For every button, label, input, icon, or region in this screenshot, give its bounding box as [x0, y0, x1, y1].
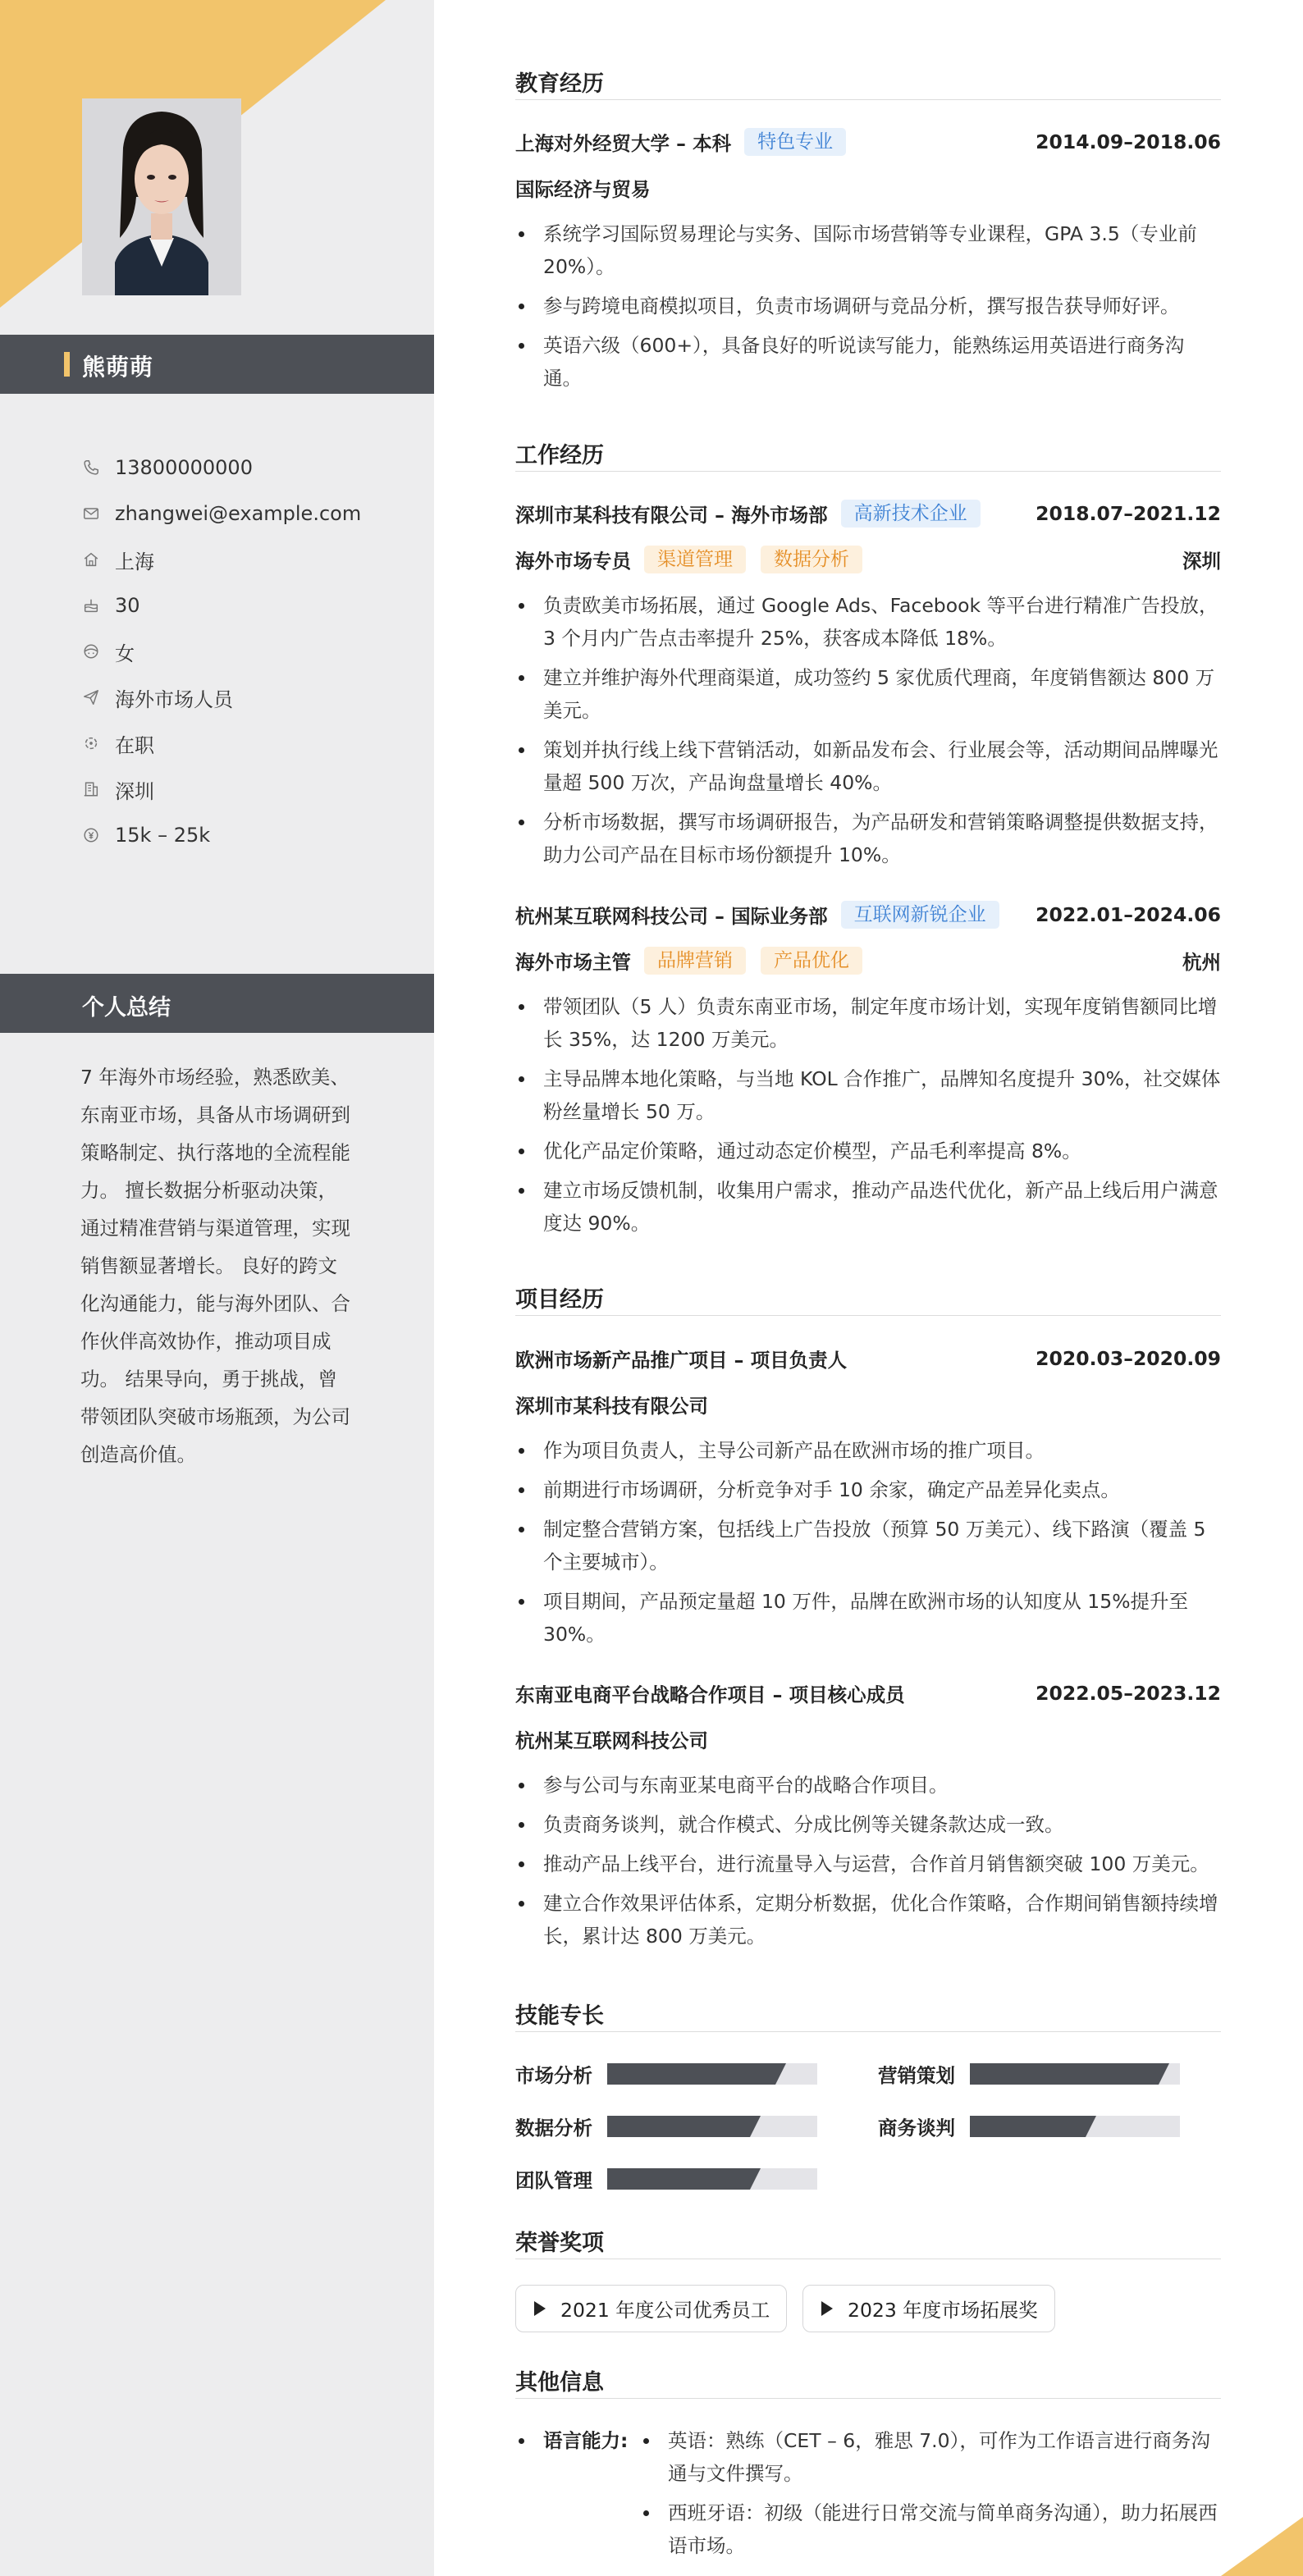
job-1-company: 深圳市某科技有限公司 – 海外市场部	[515, 504, 828, 527]
bullet-dot	[519, 2438, 524, 2444]
job-2-role-tag: 品牌营销	[644, 947, 746, 975]
skill-item	[515, 2110, 817, 2143]
summary-text: 7 年海外市场经验，熟悉欧美、东南亚市场，具备从市场调研到策略制定、执行落地的全流程能力。 擅长数据分析驱动决策，通过精准营销与渠道管理，实现销售额显著增长。 良好的跨文化沟通能力，能与海外团队、合作伙伴高效协作，推动项目成功。 结果导向，勇于挑战，曾带领团队突破市场瓶颈，为公司创造高价值。	[80, 1066, 350, 1466]
contact-status-text: 在职	[115, 733, 154, 757]
home-icon	[82, 550, 100, 569]
job-2-role-row	[515, 944, 1221, 977]
project-1-bullets	[515, 1434, 1221, 1657]
job-2-city: 杭州	[1182, 951, 1221, 974]
profile-photo	[82, 98, 241, 295]
list-item: 分析市场数据，撰写市场调研报告，为产品研发和营销策略调整提供数据支持，助力公司产品在目标市场份额提升 10%。	[515, 806, 1221, 871]
education-tag: 特色专业	[744, 128, 846, 156]
project-2-date: 2022.05–2023.12	[1036, 1682, 1221, 1705]
skill-bar-track	[607, 2116, 817, 2137]
summary-header	[0, 974, 434, 1033]
contact-phone-text: 13800000000	[115, 456, 253, 479]
skill-bar-track	[607, 2168, 817, 2190]
project-1-date: 2020.03–2020.09	[1036, 1347, 1221, 1370]
list-item: 英语：熟练（CET – 6，雅思 7.0），可作为工作语言进行商务沟通与文件撰写。	[640, 2424, 1221, 2490]
skill-item	[515, 2163, 817, 2195]
mail-icon	[82, 505, 100, 523]
contact-position-text: 海外市场人员	[115, 687, 233, 711]
building-icon	[82, 780, 100, 798]
job-2-company: 杭州某互联网科技公司 – 国际业务部	[515, 905, 828, 928]
education-school: 上海对外经贸大学 – 本科	[515, 132, 732, 155]
skill-bar-fill	[607, 2116, 750, 2137]
contact-gender-text: 女	[115, 642, 135, 665]
job-1-role-tag: 数据分析	[761, 546, 862, 573]
list-item: 英语六级（600+），具备良好的听说读写能力，能熟练运用英语进行商务沟通。	[515, 329, 1221, 395]
project-1-header-row	[515, 1342, 1221, 1375]
skill-item	[878, 2110, 1180, 2143]
list-item: 优化产品定价策略，通过动态定价模型，产品毛利率提高 8%。	[515, 1135, 1221, 1167]
job-2-bullets	[515, 990, 1221, 1246]
project-1-name: 欧洲市场新产品推广项目 – 项目负责人	[515, 1349, 848, 1372]
project-2-name: 东南亚电商平台战略合作项目 – 项目核心成员	[515, 1683, 905, 1706]
education-major-row	[515, 171, 1221, 204]
play-icon	[821, 2301, 833, 2316]
contact-location-text: 上海	[115, 550, 154, 573]
job-2-date: 2022.01–2024.06	[1036, 903, 1221, 926]
honor-badge[interactable]	[515, 2285, 787, 2332]
send-icon	[82, 688, 100, 706]
education-title: 教育经历	[515, 71, 604, 97]
status-icon	[82, 734, 100, 752]
sidebar	[0, 0, 434, 2576]
skill-label: 商务谈判	[878, 2117, 955, 2140]
skill-bar-fill	[607, 2168, 750, 2190]
job-1-role: 海外市场专员	[515, 550, 631, 573]
contact-list	[82, 445, 427, 858]
honors-title: 荣誉奖项	[515, 2231, 604, 2256]
list-item: 参与跨境电商模拟项目，负责市场调研与竞品分析，撰写报告获导师好评。	[515, 290, 1221, 322]
job-2-role: 海外市场主管	[515, 951, 631, 974]
candidate-name: 熊萌萌	[82, 354, 154, 381]
list-item: 建立市场反馈机制，收集用户需求，推动产品迭代优化，新产品上线后用户满意度达 90%。	[515, 1174, 1221, 1240]
project-2-org: 杭州某互联网科技公司	[515, 1729, 708, 1752]
job-1-role-row	[515, 543, 1221, 576]
job-2-header-row	[515, 898, 1221, 931]
skill-bar-track	[607, 2063, 817, 2085]
list-item: 负责商务谈判，就合作模式、分成比例等关键条款达成一致。	[515, 1808, 1221, 1841]
projects-title: 项目经历	[515, 1287, 604, 1313]
skill-bar-fill	[607, 2063, 775, 2085]
phone-icon	[82, 459, 100, 477]
skills-divider	[515, 2031, 1221, 2032]
list-item: 作为项目负责人，主导公司新产品在欧洲市场的推广项目。	[515, 1434, 1221, 1467]
contact-location	[82, 537, 427, 582]
cake-icon	[82, 596, 100, 614]
contact-age-text: 30	[115, 594, 140, 617]
skills-title: 技能专长	[515, 2003, 604, 2029]
education-divider	[515, 99, 1221, 100]
list-item: 负责欧美市场拓展，通过 Google Ads、Facebook 等平台进行精准广告投放，3 个月内广告点击率提升 25%，获客成本降低 18%。	[515, 589, 1221, 655]
skill-bar-fill	[970, 2063, 1159, 2085]
other-divider	[515, 2398, 1221, 2399]
list-item: 前期进行市场调研，分析竞争对手 10 余家，确定产品差异化卖点。	[515, 1473, 1221, 1506]
name-bar	[0, 335, 434, 394]
list-item: 主导品牌本地化策略，与当地 KOL 合作推广，品牌知名度提升 30%，社交媒体粉丝量增长 50 万。	[515, 1062, 1221, 1128]
contact-salary-text: 15k – 25k	[115, 824, 211, 847]
projects-divider	[515, 1315, 1221, 1316]
list-item: 系统学习国际贸易理论与实务、国际市场营销等专业课程，GPA 3.5（专业前 20%）。	[515, 217, 1221, 283]
name-accent-mark	[64, 352, 70, 377]
list-item: 策划并执行线上线下营销活动，如新品发布会、行业展会等，活动期间品牌曝光量超 500 万次，产品询盘量增长 40%。	[515, 733, 1221, 799]
contact-salary	[82, 812, 427, 858]
language-label: 语言能力:	[543, 2429, 629, 2452]
corner-decoration-bottom	[1221, 2517, 1303, 2576]
project-2-bullets	[515, 1769, 1221, 1959]
list-item: 建立并维护海外代理商渠道，成功签约 5 家优质代理商，年度销售额达 800 万美元。	[515, 661, 1221, 727]
skill-label: 营销策划	[878, 2064, 955, 2087]
list-item: 推动产品上线平台，进行流量导入与运营，合作首月销售额突破 100 万美元。	[515, 1848, 1221, 1880]
other-info	[515, 2424, 1221, 2569]
contact-email	[82, 491, 427, 537]
job-1-bullets	[515, 589, 1221, 878]
contact-position	[82, 674, 427, 720]
skill-label: 数据分析	[515, 2117, 592, 2140]
skill-bar-track	[970, 2116, 1180, 2137]
contact-age	[82, 582, 427, 628]
money-icon	[82, 826, 100, 844]
list-item: 建立合作效果评估体系，定期分析数据，优化合作策略，合作期间销售额持续增长，累计达 800 万美元。	[515, 1887, 1221, 1953]
contact-gender	[82, 628, 427, 674]
gender-icon	[82, 642, 100, 660]
contact-city	[82, 766, 427, 812]
project-1-org: 深圳市某科技有限公司	[515, 1395, 708, 1418]
skill-label: 市场分析	[515, 2064, 592, 2087]
honor-label: 2021 年度公司优秀员工	[560, 2299, 770, 2322]
project-2-org-row	[515, 1723, 1221, 1756]
contact-phone	[82, 445, 427, 491]
job-2-role-tag: 产品优化	[761, 947, 862, 975]
honor-badge[interactable]	[802, 2285, 1055, 2332]
work-divider	[515, 471, 1221, 472]
play-icon	[534, 2301, 546, 2316]
education-major: 国际经济与贸易	[515, 178, 651, 201]
list-item: 西班牙语：初级（能进行日常交流与简单商务沟通），助力拓展西语市场。	[640, 2496, 1221, 2562]
list-item: 参与公司与东南亚某电商平台的战略合作项目。	[515, 1769, 1221, 1802]
list-item: 带领团队（5 人）负责东南亚市场，制定年度市场计划，实现年度销售额同比增长 35%，达 1200 万美元。	[515, 990, 1221, 1056]
language-row	[515, 2424, 1221, 2569]
skill-item	[878, 2058, 1180, 2090]
list-item: 制定整合营销方案，包括线上广告投放（预算 50 万美元）、线下路演（覆盖 5 个主要城市）。	[515, 1513, 1221, 1578]
job-1-company-tag: 高新技术企业	[841, 500, 981, 528]
project-2-header-row	[515, 1677, 1221, 1710]
job-1-date: 2018.07–2021.12	[1036, 502, 1221, 525]
project-1-org-row	[515, 1388, 1221, 1421]
job-1-city: 深圳	[1182, 550, 1221, 573]
other-title: 其他信息	[515, 2370, 604, 2396]
job-1-role-tag: 渠道管理	[644, 546, 746, 573]
job-2-company-tag: 互联网新锐企业	[841, 901, 999, 929]
contact-email-text: zhangwei@example.com	[115, 502, 362, 525]
honor-label: 2023 年度市场拓展奖	[848, 2299, 1038, 2322]
contact-city-text: 深圳	[115, 779, 154, 803]
skill-item	[515, 2058, 817, 2090]
work-title: 工作经历	[515, 443, 604, 468]
job-1-header-row	[515, 497, 1221, 530]
contact-status	[82, 720, 427, 766]
education-date: 2014.09–2018.06	[1036, 130, 1221, 153]
education-bullets	[515, 217, 1221, 401]
skill-label: 团队管理	[515, 2169, 592, 2192]
language-list	[640, 2424, 1221, 2569]
list-item: 项目期间，产品预定量超 10 万件，品牌在欧洲市场的认知度从 15%提升至 30%。	[515, 1585, 1221, 1651]
education-header-row	[515, 126, 1221, 158]
summary-title: 个人总结	[82, 995, 171, 1021]
skill-bar-track	[970, 2063, 1180, 2085]
skill-bar-fill	[970, 2116, 1086, 2137]
